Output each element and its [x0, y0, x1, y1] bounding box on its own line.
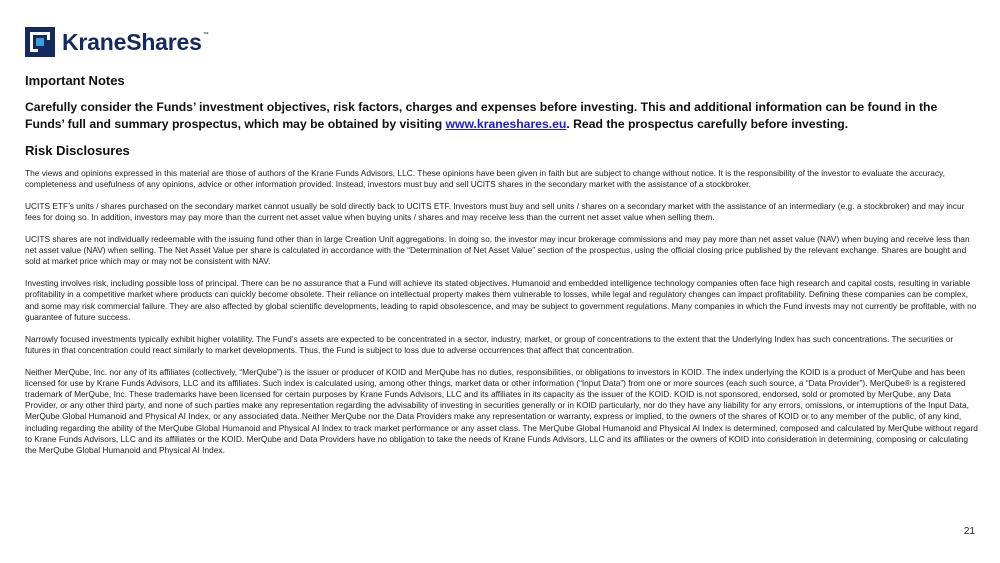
brand-name: KraneShares: [62, 28, 202, 55]
brand-trademark: ™: [202, 32, 209, 38]
disclosure-paragraph: Narrowly focused investments typically exhibit higher volatility. The Fund’s assets are expected to be concentrated in a sector, industry, market, or group of concentrations to the extent that the Underlying Index has such concentrations. The securities or futures in that concentration could react similarly to market developments. Thus, the Fund is subject to loss due to adverse occurrences that affect that concentration.: [25, 333, 954, 355]
disclosure-paragraph: Neither MerQube, Inc. nor any of its affiliates (collectively, “MerQube”) is the issuer or producer of KOID and MerQube has no duties, responsibilities, or obligations to investors in KOID. The index underlying the KOID is a product of MerQube and has been licensed for use by Krane Funds Advisors, LLC and its affiliates. Such index is calculated using, among other things, market data or other information (“Input Data”) from one or more sources (each such source, a “Data Provider”). MerQube® is a registered trademark of MerQube, Inc. These trademarks have been licensed for certain purposes by Krane Funds Advisors, LLC and its affiliates in its capacity as the issuer of the KOID. KOID is not sponsored, endorsed, sold or promoted by MerQube, any Data Provider, or any other third party, and none of such parties make any representation regarding the advisability of investing in securities generally or in KOID particularly, nor do they have any liability for any errors, omissions, or interruptions of the Input Data, MerQube Global Humanoid and Physical AI Index, or any associated data. Neither MerQube nor the Data Providers make any representation or warranty, express or implied, to the owners of the shares of KOID or to any member of the public, of any kind, including regarding the ability of the MerQube Global Humanoid and Physical AI Index to track market performance or any asset class. The MerQube Global Humanoid and Physical AI Index is determined, composed and calculated by MerQube without regard to Krane Funds Advisors, LLC and its affiliates or the KOID. MerQube and Data Providers have no obligation to take the needs of Krane Funds Advisors, LLC and its affiliates or the owners of KOID into consideration in determining, composing or calculating the MerQube Global Humanoid and Physical AI Index.: [25, 366, 978, 456]
prospectus-callout: [25, 99, 975, 133]
risk-disclosures-body: [25, 168, 980, 467]
important-notes-heading: Important Notes: [25, 73, 125, 88]
kraneshares-logo: [25, 26, 209, 58]
kraneshares-eu-link[interactable]: www.kraneshares.eu: [445, 117, 567, 131]
risk-disclosures-heading: Risk Disclosures: [25, 143, 130, 158]
disclosure-paragraph: UCITS shares are not individually redeemable with the issuing fund other than in large Creation Unit aggregations. In doing so, the investor may incur brokerage commissions and may pay more than net asset value (NAV) when buying and receive less than net asset value (NAV) when selling. The Net Asset Value per share is calculated in accordance with the “Determination of Net Asset Value” section of the prospectus, using the official closing price published by the relevant exchange. Shares are bought and sold at market price which may or may not be consistent with NAV.: [25, 234, 970, 267]
disclosure-paragraph: The views and opinions expressed in this material are those of authors of the Krane Funds Advisors, LLC. These opinions have been given in faith but are subject to change without notice. It is the responsibility of the investor to evaluate the accuracy, completeness and usefulness of any opinions, advice or other information provided. Instead, investors must buy and sell UCITS shares in the secondary market with the assistance of a stockbroker.: [25, 168, 945, 190]
disclosure-paragraph: UCITS ETF’s units / shares purchased on the secondary market cannot usually be sold directly back to UCITS ETF. Investors must buy and sell units / shares on a secondary market with the assistance of an intermediary (e.g. a stockbroker) and may incur fees for doing so. In addition, investors may pay more than the current net asset value when buying units / shares and may receive less than the current net asset value when selling them.: [25, 201, 965, 223]
disclosure-paragraph: Investing involves risk, including possible loss of principal. There can be no assurance that a Fund will achieve its stated objectives. Humanoid and embedded intelligence technology companies often face high research and capital costs, resulting in variable profitability in a competitive market where products can quickly become obsolete. Their reliance on intellectual property makes them vulnerable to losses, while legal and regulatory changes can impact profitability. Defining these companies can be complex, and some may risk commercial failure. They are also affected by global scientific developments, leading to rapid obsolescence, and may be subject to government regulations. Many companies in which the Fund invests may not currently be profitable, with no guarantee of future success.: [25, 278, 977, 322]
callout-text-after: . Read the prospectus carefully before investing.: [566, 117, 849, 131]
kraneshares-logo-icon: [25, 27, 55, 57]
page-number: 21: [963, 526, 975, 537]
callout-text-before: Carefully consider the Funds’ investment objectives, risk factors, charges and expenses before investing. This and additional information can be found in the Funds’ full and summary prospectus, which may be obtained by visiting: [25, 100, 938, 131]
